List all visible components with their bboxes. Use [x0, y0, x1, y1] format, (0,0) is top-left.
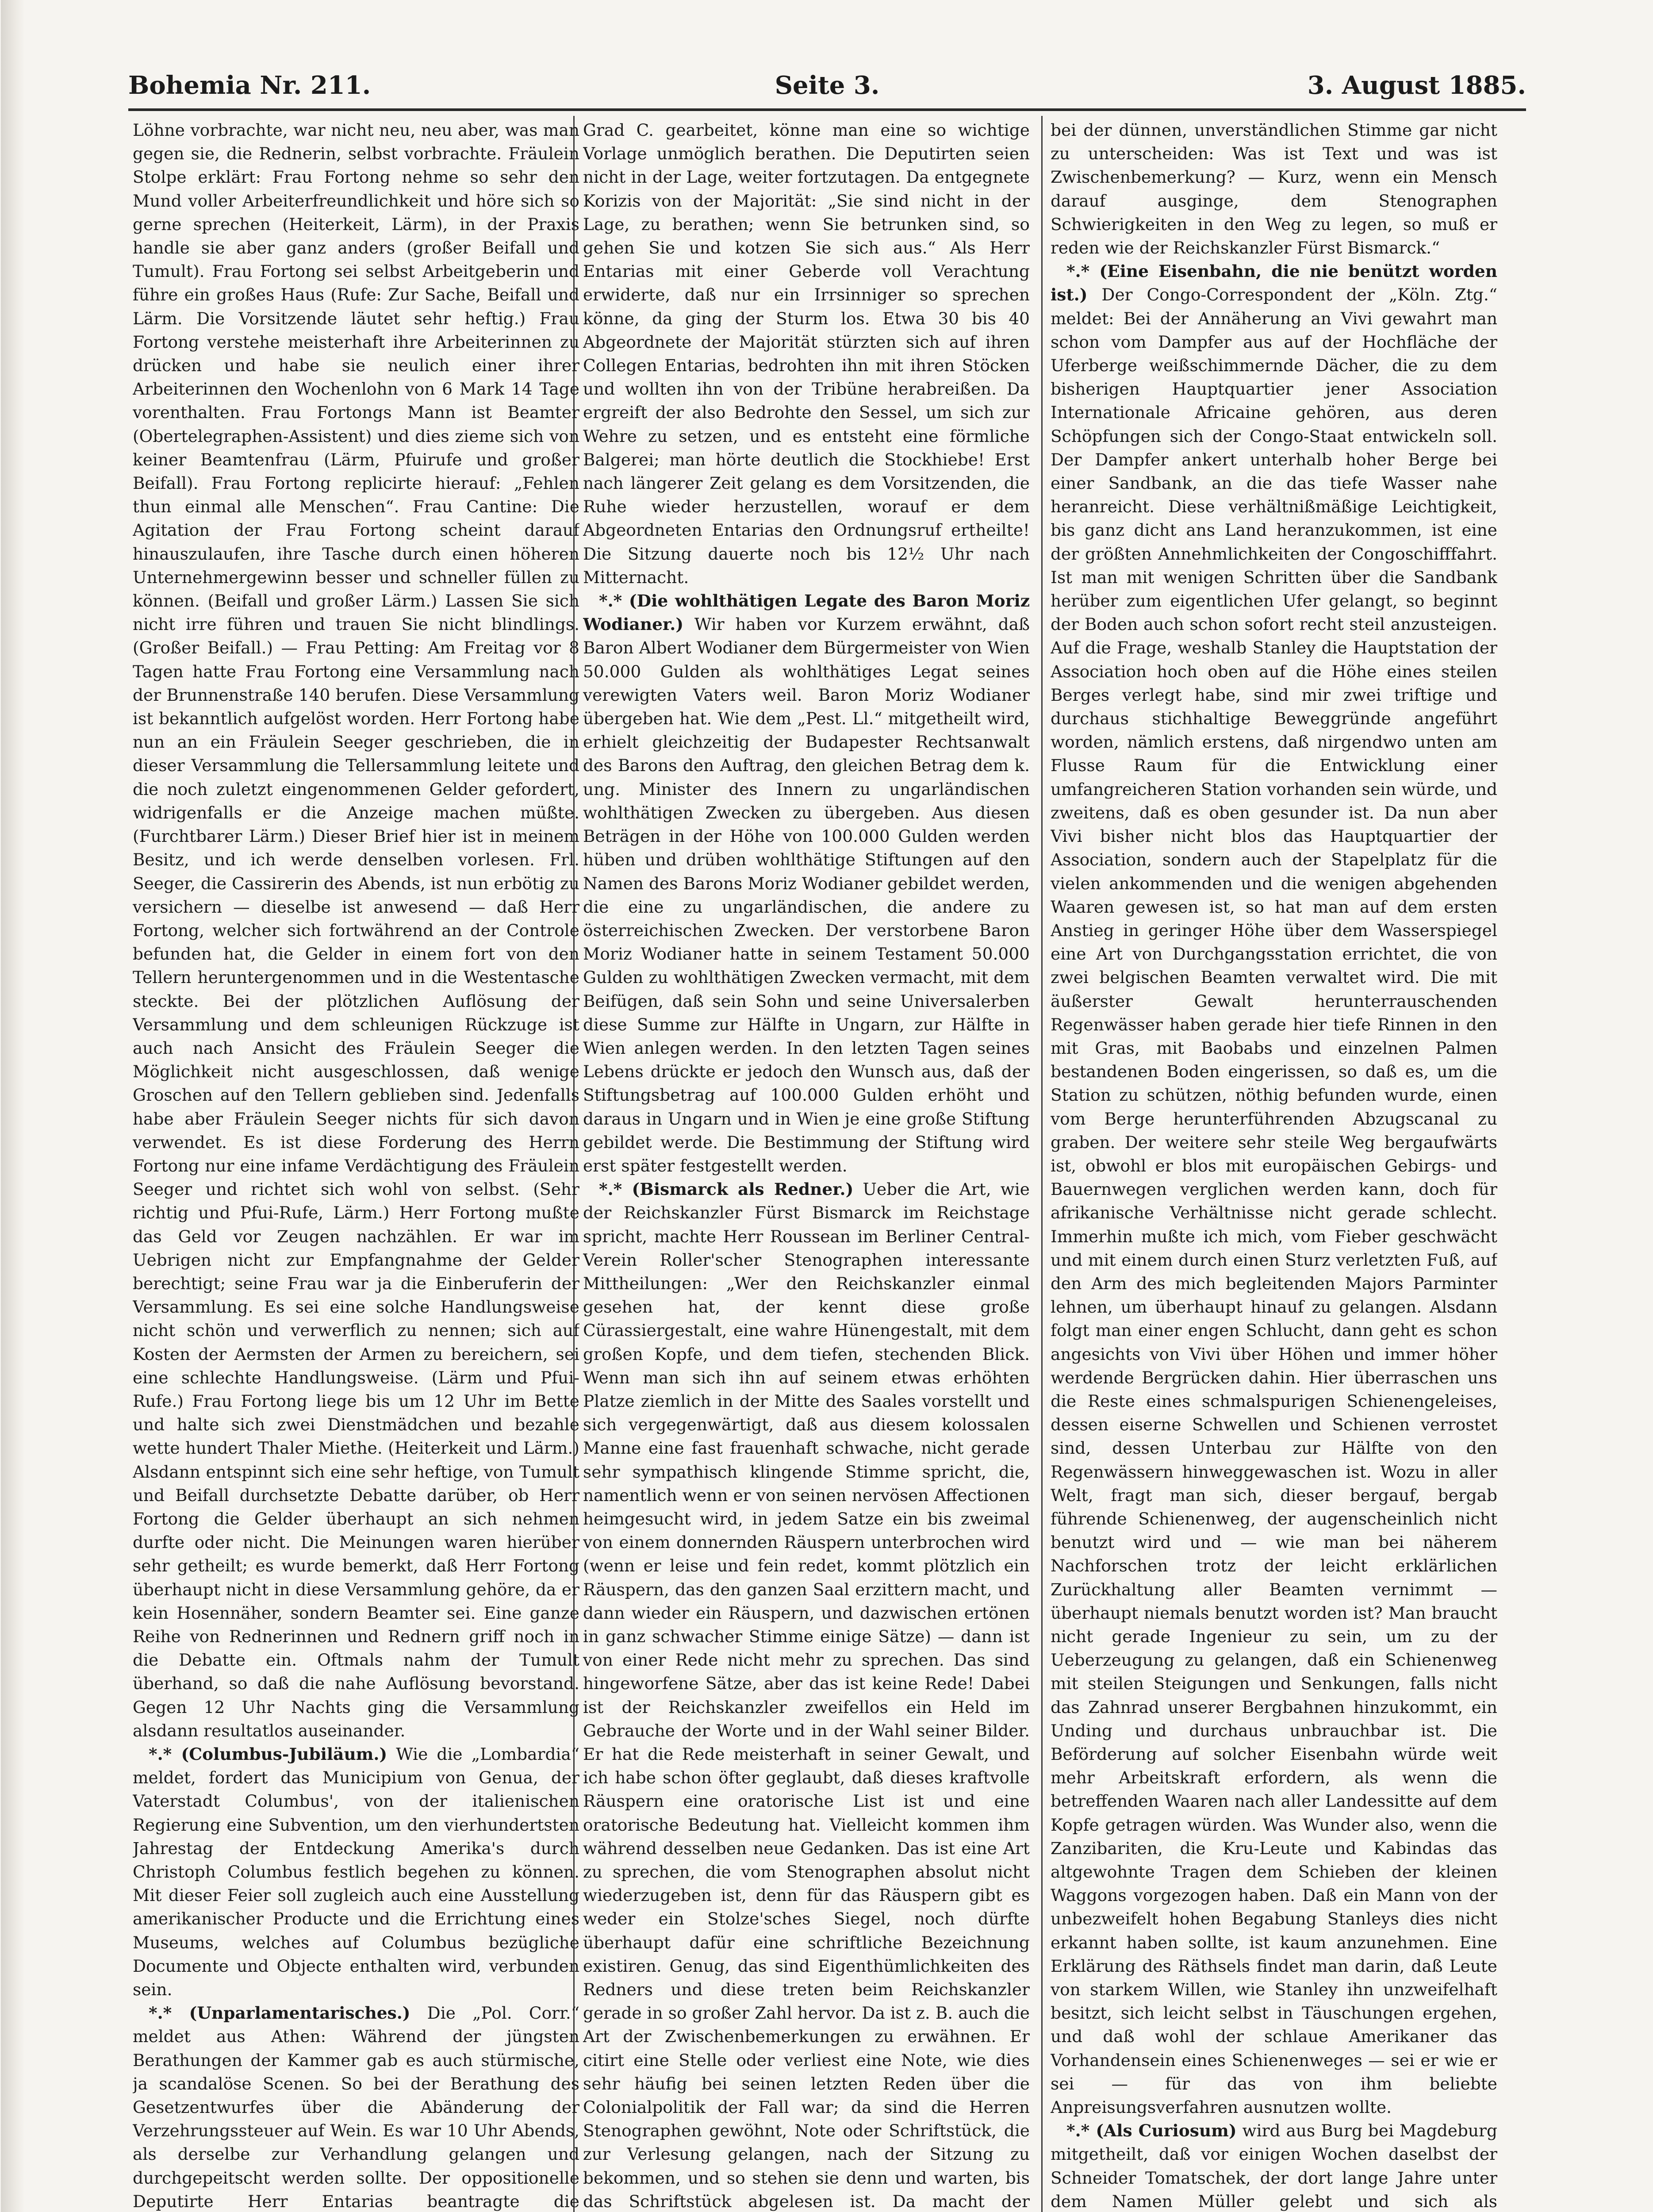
article-heading: *.* (Unparlamentarisches.) — [149, 2003, 410, 2023]
page-number: Seite 3. — [775, 71, 880, 100]
article-wodianer-legate — [583, 589, 1030, 1178]
paragraph-text: Löhne vorbrachte, war nicht neu, neu aber, was man gegen sie, die Rednerin, selbst vorbrachte. Fräulein Stolpe erklärt: Frau Fortong nehme so sehr den Mund voller Arbeiterfreundlichkeit und höre sich so gerne sprechen (Heiterkeit, Lärm), in der Praxis handle sie aber ganz anders (großer Beifall und Tumult). Frau Fortong sei selbst Arbeitgeberin und führe ein großes Haus (Rufe: Zur Sache, Beifall und Lärm. Die Vorsitzende läutet sehr heftig.) Frau Fortong verstehe meisterhaft ihre Arbeiterinnen zu drücken und habe sie neulich einer ihrer Arbeiterinnen den Wochenlohn von 6 Mark 14 Tage vorenthalten. Frau Fortongs Mann ist Beamter (Obertelegraphen-Assistent) und dies zieme sich von keiner Beamtenfrau (Lärm, Pfuirufe und großer Beifall). Frau Fortong replicirte hierauf: „Fehlen thun einmal alle Menschen“. Frau Cantine: Die Agitation der Frau Fortong scheint darauf hinauszulaufen, ihre Tasche durch einen höheren Unternehmergewinn besser und schneller füllen zu können. (Beifall und großer Lärm.) Lassen Sie sich nicht irre führen und trauen Sie nicht blindlings. (Großer Beifall.) — Frau Petting: Am Freitag vor 8 Tagen hatte Frau Fortong eine Versammlung nach der Brunnenstraße 140 berufen. Diese Versammlung ist bekanntlich aufgelöst worden. Herr Fortong habe nun an ein Fräulein Seeger geschrieben, die in dieser Versammlung die Tellersammlung leitete und die noch zuletzt eingenommenen Gelder gefordert, widrigenfalls er die Anzeige machen müßte. (Furchtbarer Lärm.) Dieser Brief hier ist in meinem Besitz, und ich werde denselben vorlesen. Frl. Seeger, die Cassirerin des Abends, ist nun erbötig zu versichern — dieselbe ist anwesend — daß Herr Fortong, welcher sich fortwährend an der Controle befunden hat, die Gelder in einem fort von den Tellern heruntergenommen und in die Westentasche steckte. Bei der plötzlichen Auflösung der Versammlung und dem schleunigen Rückzuge ist auch nach Ansicht des Fräulein Seeger die Möglichkeit nicht ausgeschlossen, daß wenige Groschen auf den Tellern geblieben sind. Jedenfalls habe aber Fräulein Seeger nichts für sich davon verwendet. Es ist diese Forderung des Herrn Fortong nur eine infame Verdächtigung des Fräulein Seeger und richtet sich wohl von selbst. (Sehr richtig und Pfui-Rufe, Lärm.) Herr Fortong mußte das Geld vor Zeugen nachzählen. Er war im Uebrigen nicht zur Empfangnahme der Gelder berechtigt; seine Frau war ja die Einberuferin der Versammlung. Es sei eine solche Handlungsweise nicht schön und verwerflich zu nennen; sich auf Kosten der Aermsten der Armen zu bereichern, sei eine schlechte Handlungsweise. (Lärm und Pfui-Rufe.) Frau Fortong liege bis um 12 Uhr im Bette und halte sich zwei Dienstmädchen und bezahle wette hundert Thaler Miethe. (Heiterkeit und Lärm.) Alsdann entspinnt sich eine sehr heftige, von Tumult und Beifall durchsetzte Debatte darüber, ob Herr Fortong die Gelder überhaupt an sich nehmen durfte oder nicht. Die Meinungen waren hierüber sehr getheilt; es wurde bemerkt, daß Herr Fortong überhaupt nicht in diese Versammlung gehöre, da er kein Hosennäher, sondern Beamter sei. Eine ganze Reihe von Rednerinnen und Rednern griff noch in die Debatte ein. Oftmals nahm der Tumult überhand, so daß die nahe Auflösung bevorstand. Gegen 12 Uhr Nachts ging die Versammlung alsdann resultatlos auseinander. — [133, 120, 579, 1740]
article-heading: *.* (Die wohlthätigen Legate des Baron Moriz Wodianer.) — [583, 591, 1030, 634]
paragraph-text: Ueber die Art, wie der Reichskanzler Fürst Bismarck im Reichstage spricht, machte Herr Roussean im Berliner Central-Verein Roller'scher Stenographen interessante Mittheilungen: „Wer den Reichskanzler einmal gesehen hat, der kennt diese große Cürassiergestalt, eine wahre Hünengestalt, mit dem großen Kopfe, und dem tiefen, stechenden Blick. Wenn man sich ihn auf seinem etwas erhöhten Platze ziemlich in der Mitte des Saales vorstellt und sich vergegenwärtigt, daß aus diesem kolossalen Manne eine fast frauenhaft schwache, nicht gerade sehr sympathisch klingende Stimme spricht, die, namentlich wenn er von seinen nervösen Affectionen heimgesucht wird, in jedem Satze ein bis zweimal von einem donnernden Räuspern unterbrochen wird (wenn er leise und fein redet, kommt plötzlich ein Räuspern, das den ganzen Saal erzittern macht, und dann wieder ein Räuspern, und dazwischen ertönen in ganz schwacher Stimme einige Sätze) — dann ist von einer Rede nicht mehr zu sprechen. Das sind hingeworfene Sätze, aber das ist keine Rede! Dabei ist der Reichskanzler zweifellos ein Held im Gebrauche der Worte und in der Wahl seiner Bilder. Er hat die Rede meisterhaft in seiner Gewalt, und ich habe schon öfter geglaubt, daß dieses kraftvolle Räuspern eine oratorische List ist und eine oratorische Bedeutung hat. Vielleicht kommen ihm während desselben neue Gedanken. Das ist eine Art zu sprechen, die vom Stenographen absolut nicht wiederzugeben ist, denn für das Räuspern gibt es weder ein Stolze'sches Siegel, noch dürfte überhaupt dafür eine schriftliche Bezeichnung existiren. Genug, das sind Eigenthümlichkeiten des Redners und diese treten beim Reichskanzler gerade in so großer Zahl hervor. Da ist z. B. auch die Art der Zwischenbemerkungen zu erwähnen. Er citirt eine Stelle oder verliest eine Note, wie dies sehr häufig bei seinen letzten Reden über die Colonialpolitik der Fall war; da sind die Herren Stenographen gewöhnt, Note oder Schriftstück, die zur Verlesung gelangen, nach der Sitzung zu bekommen, und so stehen sie denn und warten, bis das Schriftstück abgelesen ist. Da macht der — [583, 1179, 1030, 2211]
paragraph-text: Wir haben vor Kurzem erwähnt, daß Baron Albert Wodianer dem Bürgermeister von Wien 50.000 Gulden als wohlthätiges Legat seines verewigten Vaters weil. Baron Moriz Wodianer übergeben hat. Wie dem „Pest. Ll.“ mitgetheilt wird, erhielt gleichzeitig der Budapester Rechtsanwalt des Barons den Auftrag, den gleichen Betrag dem k. ung. Minister des Innern zu ungarländischen wohlthätigen Zwecken zu übergeben. Aus diesen Beträgen in der Höhe von 100.000 Gulden werden hüben und drüben wohlthätige Stiftungen auf den Namen des Barons Moriz Wodianer gebildet werden, die eine zu ungarländischen, die andere zu österreichischen Zwecken. Der verstorbene Baron Moriz Wodianer hatte in seinem Testament 50.000 Gulden zu wohlthätigen Zwecken vermacht, mit dem Beifügen, daß sein Sohn und seine Universalerben diese Summe zur Hälfte in Ungarn, zur Hälfte in Wien anlegen werden. In den letzten Tagen seines Lebens drückte er jedoch den Wunsch aus, daß der Stiftungsbetrag auf 100.000 Gulden erhöht und daraus in Ungarn und in Wien je eine große Stiftung gebildet werde. Die Bestimmung der Stiftung wird erst später festgestellt werden. — [583, 614, 1030, 1175]
page-header — [128, 66, 1526, 106]
article-curiosum — [1051, 2119, 1497, 2212]
article-heading: *.* (Eine Eisenbahn, die nie benützt worden ist.) — [1051, 261, 1497, 305]
paragraph-text: Wie die „Lombardia“ meldet, fordert das Municipium von Genua, der Vaterstadt Columbus', von der italienischen Regierung eine Subvention, um den vierhundertsten Jahrestag der Entdeckung Amerika's durch Christoph Columbus festlich begehen zu können. Mit dieser Feier soll zugleich auch eine Ausstellung amerikanischer Producte und die Errichtung eines Museums, welches auf Columbus bezügliche Documente und Objecte enthalten wird, verbunden sein. — [133, 1744, 579, 2000]
article-heading: *.* (Als Curiosum) — [1066, 2121, 1237, 2141]
text-column-2 — [583, 119, 1030, 2212]
text-column-3 — [1051, 119, 1497, 2212]
article-continuation — [1051, 119, 1497, 260]
masthead-issue: Bohemia Nr. 211. — [128, 71, 371, 100]
paragraph-text: bei der dünnen, unverständlichen Stimme gar nicht zu unterscheiden: Was ist Text und was ist Zwischenbemerkung? — Kurz, wenn ein Mensch darauf ausginge, dem Stenographen Schwierigkeiten in den Weg zu legen, so muß er reden wie der Reichskanzler Fürst Bismarck.“ — [1051, 120, 1497, 258]
paragraph-text: Die „Pol. Corr.“ meldet aus Athen: Während der jüngsten Berathungen der Kammer gab es auch stürmische, ja scandalöse Scenen. So bei der Berathung des Gesetzentwurfes über die Abänderung der Verzehrungssteuer auf Wein. Es war 10 Uhr Abends, als derselbe zur Verhandlung gelangen und durchgepeitscht werden sollte. Der oppositionelle Deputirte Herr Entarias beantragte die — [133, 2003, 579, 2211]
article-columbus-jubilaeum — [133, 1743, 579, 2001]
article-heading: *.* (Columbus-Jubiläum.) — [149, 1744, 387, 1764]
text-column-1 — [133, 119, 579, 2212]
column-divider — [1041, 116, 1043, 2212]
article-continuation — [133, 119, 579, 1743]
header-rule — [128, 108, 1526, 111]
page-fold-shadow — [1, 0, 25, 2212]
article-unparlamentarisches — [133, 2001, 579, 2212]
paragraph-text: wird aus Burg bei Magdeburg mitgetheilt, daß vor einigen Wochen daselbst der Schneider Tomatschek, der dort lange Jahre unter dem Namen Müller gelebt und sich als — [1051, 2121, 1497, 2211]
paragraph-text: Der Congo-Correspondent der „Köln. Ztg.“ meldet: Bei der Annäherung an Vivi gewahrt man schon vom Dampfer aus auf der Hochfläche der Uferberge weißschimmernde Dächer, die zu dem bisherigen Hauptquartier jener Association Internationale Africaine gehören, aus deren Schöpfungen sich der Congo-Staat entwickeln soll. Der Dampfer ankert unterhalb hoher Berge bei einer Sandbank, an die das tiefe Wasser nahe heranreicht. Diese verhältnißmäßige Leichtigkeit, bis ganz dicht ans Land heranzukommen, ist eine der größten Annehmlichkeiten der Congoschifffahrt. Ist man mit wenigen Schritten über die Sandbank herüber zum eigentlichen Ufer gelangt, so beginnt der Boden auch schon sofort recht steil anzusteigen. Auf die Frage, weshalb Stanley die Hauptstation der Association hoch oben auf die Höhe eines steilen Berges verlegt habe, sind mir zwei triftige und durchaus stichhaltige Beweggründe angeführt worden, nämlich erstens, daß nirgendwo unten am Flusse Raum für die Entwicklung einer umfangreicheren Station vorhanden sein würde, und zweitens, daß es oben gesunder ist. Da nun aber Vivi bisher nicht blos das Hauptquartier der Association, sondern auch der Stapelplatz für die vielen ankommenden und die wenigen abgehenden Waaren gewesen ist, so hat man auf dem ersten Anstieg in geringer Höhe über dem Wasserspiegel eine Art von Durchgangsstation errichtet, die von zwei belgischen Beamten verwaltet wird. Die mit äußerster Gewalt herunterrauschenden Regenwässer haben gerade hier tiefe Rinnen in den mit Gras, mit Baobabs und einzelnen Palmen bestandenen Boden eingerissen, so daß es, um die Station zu schützen, nöthig befunden wurde, einen vom Berge herunterführenden Abzugscanal zu graben. Der weitere sehr steile Weg bergaufwärts ist, obwohl er blos mit europäischen Gebirgs- und Bauernwegen verglichen werden kann, doch für afrikanische Verhältnisse nicht gerade schlecht. Immerhin mußte ich mich, vom Fieber geschwächt und mit einem durch einen Sturz verletzten Fuß, auf den Arm des mich begleitenden Majors Parminter lehnen, um überhaupt hinauf zu gelangen. Alsdann folgt man einer engen Schlucht, dann geht es schon angesichts von Vivi über Höhen und immer höher werdende Bergrücken dahin. Hier überraschen uns die Reste eines schmalspurigen Schienengeleises, dessen eiserne Schwellen und Schienen verrostet sind, dessen Unterbau zur Hälfte von den Regenwässern hinweggewaschen ist. Wozu in aller Welt, fragt man sich, dieser bergauf, bergab führende Schienenweg, der augenscheinlich nicht benutzt wird und — wie man bei näherem Nachforschen trotz der leicht erklärlichen Zurückhaltung aller Beamten vernimmt — überhaupt niemals benutzt worden ist? Man braucht nicht gerade Ingenieur zu sein, um zu der Ueberzeugung zu gelangen, daß ein Schienenweg mit steilen Steigungen und Senkungen, falls nicht das Zahnrad unserer Bergbahnen hinzukommt, ein Unding und durchaus unbrauchbar ist. Die Beförderung auf solcher Eisenbahn würde weit mehr Arbeitskraft erfordern, als wenn die betreffenden Waaren nach aller Landessitte auf dem Kopfe getragen würden. Was Wunder also, wenn die Zanzibariten, die Kru-Leute und Kabindas das altgewohnte Tragen dem Schieben der kleinen Waggons vorgezogen haben. Daß ein Mann von der unbezweifelt hohen Begabung Stanleys dies nicht erkannt haben sollte, ist kaum anzunehmen. Eine Erklärung des Räthsels findet man darin, daß Leute von starkem Willen, wie Stanley ihn unzweifelhaft besitzt, sich leicht selbst in Täuschungen ergehen, und daß wohl der schlaue Amerikaner das Vorhandensein eines Schienenweges — sei er wie er sei — für das von ihm beliebte Anpreisungsverfahren ausnutzen wollte. — [1051, 285, 1497, 2117]
article-heading: *.* (Bismarck als Redner.) — [599, 1179, 854, 1199]
article-continuation — [583, 119, 1030, 589]
article-eisenbahn-congo — [1051, 260, 1497, 2119]
issue-date: 3. August 1885. — [1307, 71, 1526, 100]
article-bismarck-redner — [583, 1178, 1030, 2212]
paragraph-text: Grad C. gearbeitet, könne man eine so wichtige Vorlage unmöglich berathen. Die Deputirten seien nicht in der Lage, weiter fortzutagen. Da entgegnete Korizis von der Majorität: „Sie sind nicht in der Lage, zu berathen; wenn Sie betrunken sind, so gehen Sie und kotzen Sie sich aus.“ Als Herr Entarias mit einer Geberde voll Verachtung erwiderte, daß nur ein Irrsinniger so sprechen könne, da ging der Sturm los. Etwa 30 bis 40 Abgeordnete der Majorität stürzten sich auf ihren Collegen Entarias, bedrohten ihn mit ihren Stöcken und wollten ihn von der Tribüne herabreißen. Da ergreift der also Bedrohte den Sessel, um sich zur Wehre zu setzen, und es entsteht eine förmliche Balgerei; man hörte deutlich die Stockhiebe! Erst nach längerer Zeit gelang es dem Vorsitzenden, die Ruhe wieder herzustellen, worauf er dem Abgeordneten Entarias den Ordnungsruf ertheilte! Die Sitzung dauerte noch bis 12½ Uhr nach Mitternacht. — [583, 120, 1030, 587]
